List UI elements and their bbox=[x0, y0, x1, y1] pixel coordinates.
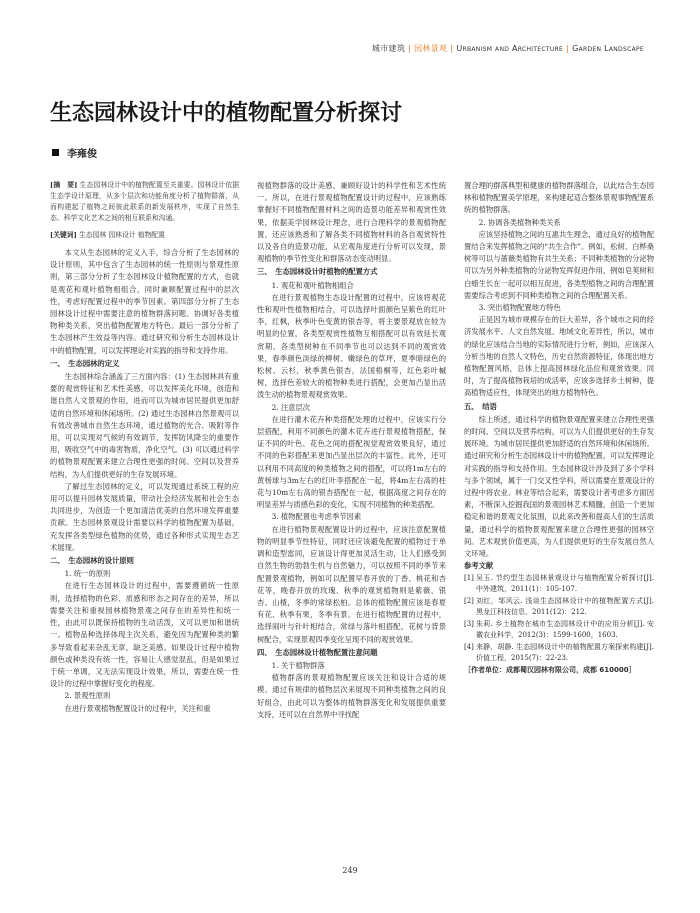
subheading: 2. 注意层次 bbox=[271, 402, 311, 412]
paragraph: 在进行景观植物生态设计配置的过程中，应该将观花性和观叶性植物相结合，可以选择叶面颜色呈紫色的红叶李，红枫，秋季叶色变黄的银杏等，将主要景观放在较为明显的位置，各类型观赏性植物互相搭配可以有效延长观赏期。各类型树种在不同季节也可以达到不同的观赏效果，春季颜色淡绿的柳树、嫩绿色的草坪，夏季暗绿色的松树、云杉，秋季黄色银杏，法国梧桐等，红色彩叶槭树，选择色差较大的植物种类进行搭配，会更加凸显出活泼生动的植物景观观赏效果。 bbox=[257, 292, 446, 400]
abstract bbox=[50, 180, 239, 224]
paragraph: 应该坚持植物之间的互惠共生理念，通过良好的植物配置结合来发挥植物之间的“共生合作”。例如，松树、白桦桑树等可以与蔷薇类植物有共生关系；不同种类植物的分泌物可以为另外种类植物的分泌物发挥促进作用，例如皂荚树和白蜡生长在一起可以相互促进，各类型植物之间的合理配置需要综合考虑到不同种类植物之间的合理配置关系。 bbox=[464, 229, 654, 300]
section-heading-1: 一、 生态园林的定义 bbox=[50, 358, 120, 368]
author-line bbox=[52, 145, 97, 160]
section-en-2: Garden Landscape bbox=[572, 44, 644, 53]
references-heading: 参考文献 bbox=[464, 561, 494, 571]
keywords bbox=[50, 230, 239, 241]
section-cn-2: 园林景观 bbox=[414, 44, 448, 53]
intro-paragraph: 本文从生态园林的定义入手，综合分析了生态园林的设计原则，其中包含了生态园林的统一性原则与景观性原则，第三部分分析了生态园林设计植物配置的方式，也就是观花和观叶植物相组合，同时兼顾配置过程中的层次性，考虑好配置过程中的季节因素。第四部分分析了生态园林设计过程中需要注意的植物群落问题、协调好各类植物种类关系，突出植物配置地方特色。最后一部分分析了生态园林产生效益等内容。通过研究和分析生态园林设计中的植物配置，可以发挥理论对实践的指导和支持作用。 bbox=[50, 248, 239, 355]
paragraph: 在进行景观植物配置设计的过程中，关注和重 bbox=[64, 703, 211, 713]
subheading: 1. 观花和观叶植物相组合 bbox=[271, 280, 354, 290]
paragraph: 在进行灌木花卉种类搭配处理的过程中，应该实行分层搭配，利用不同颜色的灌木花卉进行景观植物搭配，保证不同的叶色、花色之间的搭配视觉观赏效果良好，通过不同的色彩搭配来更加凸显出层次的丰富性。此外，还可以利用不同高度的种类植物之间的搭配，可以将1m左右的黄杨球与3m左右的红叶李搭配在一起，将4m左右高的柱花与10m左右高的银杏搭配在一起，根据高度之间存在的明显差异与质感色彩的变化，实现不同植物的种类搭配。 bbox=[257, 414, 446, 510]
section-heading-5: 五、 结语 bbox=[464, 401, 497, 411]
column-3 bbox=[464, 180, 654, 676]
reference-item: [4] 来静，胡静. 生态园林设计中的植物配置方案探索构建[J]. 价值工程，2015(7)：22-23. bbox=[464, 642, 654, 662]
author-marker-icon bbox=[52, 149, 59, 156]
section-heading-3: 三、 生态园林设计时植物的配置方式 bbox=[257, 267, 378, 277]
article-title: 生态园林设计中的植物配置分析探讨 bbox=[50, 101, 403, 126]
abstract-label: [摘 要] bbox=[50, 181, 78, 189]
subheading: 2. 景观性原则 bbox=[64, 691, 111, 701]
abstract-text: 生态园林设计中的植物配置至关重要。园林设计依据生态学设计原理，从多个层次和功能角度分析了植物群落，从而构建起了植物之间彼此联系的新发展秩序，实现了自然生态、科学文化艺术之间的相互联系和沟通。 bbox=[50, 181, 239, 222]
paragraph: 综上所述，通过科学的植物景观配置来建立合理性更强的时间、空间以及营养结构，可以为人们提供更好的生存发展环境。为城市居民提供更加舒适的自然环境和休闲场所。通过研究和分析生态园林设计中的植物配置，可以发挥理论对实践的指导和支持作用。生态园林设计涉及到了多个学科与多个领域，属于一门交叉性学科，所以需要在景观设计的过程中将农业、林业等结合起来，需要设计者考虑多方面因素，不断深入挖掘我国的景观园林艺术精髓，创造一个更加稳定和谐的景观文化氛围，以此来改善和提高人们的生活质量，通过科学的植物景观配置来建立合理性更强的园林空间。艺术观赏价值更高，为人们提供更好的生存发展自然人文环境。 bbox=[464, 414, 654, 559]
reference-item: [2] 刘红，邹风云. 浅谈生态园林设计中的植物配置方式[J]. 黑龙江科技信息，2011(12)：212. bbox=[464, 596, 654, 616]
section-cn: 城市建筑 bbox=[371, 44, 406, 53]
column-2 bbox=[257, 180, 446, 721]
subheading: 1. 关于植物群落 bbox=[271, 660, 325, 670]
paragraph: 了解过生态园林的定义，可以发现通过系统工程的应用可以提升园林发展质量，带动社会经济发展和社会生态共同进步，为创造一个更加清洁优美的自然环境发挥重要贡献。生态园林景观设计需要以科学的植物配置为基础，充发挥各类型绿色植物的优势，通过各种形式实现生态艺术展现。 bbox=[50, 481, 239, 552]
paragraph: 植物群落的景观植物配置应该关注和设计合适的规模。通过有规律的植物层次来展现不同种类植物之间的良好组合，由此可以为整体的植物群落变化和发展提供重要支持，还可以在自然界中寻找配 bbox=[257, 673, 446, 719]
section-en-1: Urbanism and Architecture bbox=[456, 44, 564, 53]
column-1 bbox=[50, 180, 239, 715]
paragraph: 置合理的群落典型和健康的植物群落组合，以此结合生态园林和植物配置美学原理，来构建起适合整体景观事物配置系统的植物群落。 bbox=[464, 181, 654, 215]
subheading: 3. 植物配置也考虑季节因素 bbox=[271, 512, 362, 522]
paragraph: 在进行植物景观配置设计的过程中，应该注意配置植物的明显季节性特征，同时还应该避免配置的植物过于单调和造型雷同，应该设计得更加灵活生动，让人们感受到自然生物的勃勃生机与自然魅力，可以按照不同的季节来配置景观植物，例如可以配置早春开放的丁香、桃花和杏花等，晚春开放的玫瑰、秋季的观赏植物则是紫薇、银杏、山楂，冬季的常绿松柏。总体的植物配置应该是春夏有花、秋季有果，冬季有景。在进行植物配置的过程中，选择闹叶与针叶相结合，常绿与落叶相搭配，花树与背景树配合，实现景观四季变化呈现不同的观赏效果。 bbox=[257, 524, 446, 644]
subheading: 1. 统一的原则 bbox=[64, 569, 111, 579]
keywords-label: [关键词] bbox=[50, 231, 77, 239]
paragraph: 正是因为城市规模存在的巨大差异，各个城市之间的经济发展水平、人文自然发展、地域文化差异性，所以，城市的绿化应该结合当地的实际情况进行分析，例如，应该深入分析当地的自然人文特色，历史自然资源特征，体现出地方植物配置风格，总体上提高园林绿化品位和观赏效果。同时，为了提高植物栽培的成活率，应该多选择乡土树种，提高植物适应性，体现突出的地方植物特色。 bbox=[464, 315, 654, 398]
reference-item: [1] 吴玉. 节约型生态园林景观设计与植物配置分析探讨[J]. 中外建筑，2011(1)：105-107. bbox=[464, 573, 654, 593]
journal-header: 城市建筑 | 园林景观 | Urbanism and Architecture | Garden Landscape bbox=[371, 44, 644, 53]
author-name: 李雍俊 bbox=[67, 149, 97, 160]
reference-item: [3] 朱莉. 乡土植物在城市生态园林设计中的应用分析[J]. 安徽农业科学，2012(3)：1599-1600，1603. bbox=[464, 619, 654, 639]
page-number: 249 bbox=[342, 866, 358, 875]
author-affiliation: ［作者单位：成都蜀汉园林有限公司，成都 610000］ bbox=[464, 665, 636, 674]
paragraph: 生态园林综合涵盖了三方面内容：(1) 生态园林具有重要的观赏特征和艺术性美感，可以发挥美化环境，创造和谐自然人文景观的作用，进而可以为城市居民提供更加舒适的自然环境和休闲场所。(2) 通过生态园林自然景观可以有效改善城市自然生态环境，通过植物的光合、吸附等作用，可以实现对气候的有效调节，发挥防风降尘的重要作用，吸收空气中的毒害物质，净化空气。(3) 可以通过科学的植物景观配置来建立合理性更强的时间、空间以及营养结构，为人们提供更好的生存发展环境。 bbox=[50, 372, 239, 479]
keywords-text: 生态园林 园林设计 植物配置 bbox=[79, 231, 165, 239]
paragraph: 视植物群落的设计美感，兼顾好设计的科学性和艺术性统一。所以，在进行景观植物配置设计的过程中，应该熟练掌握好不同植物配置材料之间的造景功能差异和观赏性效果，依据美学园林设计理念，进行合理科学的景观植物配置，还应该熟悉和了解各类不同植物材料的各自观赏特性以及各自的造景功能，从宏观角度进行分析可以发现，景观植物的季节性变化和群落动态变动明显。 bbox=[257, 181, 446, 264]
subheading: 3. 突出植物配置地方特色 bbox=[478, 303, 561, 313]
section-heading-2: 二、 生态园林的设计原则 bbox=[50, 556, 134, 566]
section-heading-4: 四、 生态园林设计植物配置注意问题 bbox=[257, 647, 378, 657]
paragraph: 在进行生态园林设计的过程中，需要遵循统一性原则，选择植物的色彩、质感和形态之间存在的差异，所以需要关注和重视园林植物景观之间存在的差异性和统一性，由此可以既保持植物的生动活泼，又可以更加和谐统一。植物品种选择体现主次关系，避免因为配置种类的繁多导致看起来杂乱无章，缺乏美感。如果设计过程中植物颜色或种类没有统一性，容易让人感觉混乱，但是如果过于统一单调，又无法实现设计效果，所以，需要在统一性设计的过程中掌握好变化的程度。 bbox=[50, 581, 239, 689]
subheading: 2. 协调各类植物种类关系 bbox=[478, 217, 561, 227]
